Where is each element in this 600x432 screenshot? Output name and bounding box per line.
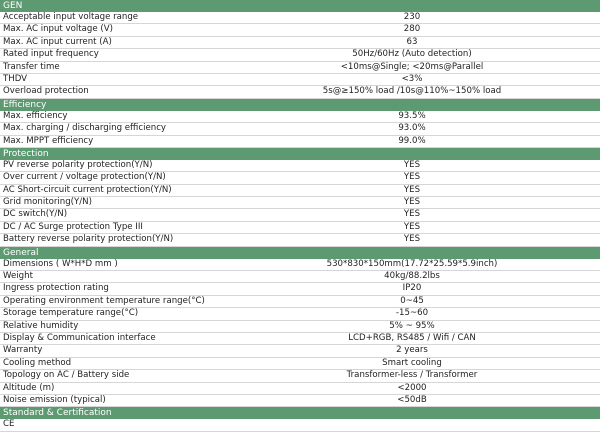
spec-label: Topology on AC / Battery side	[3, 370, 130, 381]
spec-label: Over current / voltage protection(Y/N)	[3, 172, 166, 183]
spec-label: Overload protection	[3, 86, 89, 97]
spec-row	[0, 74, 600, 86]
spec-value: <10ms@Single; <20ms@Parallel	[340, 61, 484, 72]
spec-row	[0, 136, 600, 148]
spec-label: Battery reverse polarity protection(Y/N)	[3, 234, 174, 245]
spec-row	[0, 160, 600, 172]
spec-label: Max. AC input voltage (V)	[3, 24, 113, 35]
spec-value: 0~45	[400, 295, 424, 306]
spec-value: Transformer-less / Transformer	[346, 370, 478, 381]
spec-row	[0, 172, 600, 184]
spec-value: 63	[406, 36, 418, 47]
spec-label: Display & Communication interface	[3, 332, 156, 343]
spec-label: Acceptable input voltage range	[3, 12, 139, 22]
spec-value: YES	[403, 172, 421, 183]
spec-label: CE	[3, 419, 15, 430]
spec-value: -15~60	[395, 308, 429, 319]
spec-label: THDV	[3, 73, 28, 84]
spec-value: YES	[403, 184, 421, 195]
spec-value: 530*830*150mm(17.72*25.59*5.9inch)	[326, 258, 498, 269]
section-header: GEN	[0, 0, 600, 12]
spec-label: Max. AC input current (A)	[3, 36, 112, 47]
spec-row	[0, 259, 600, 271]
spec-row	[0, 345, 600, 357]
spec-value: <3%	[401, 73, 423, 84]
spec-value: 40kg/88.2lbs	[384, 271, 440, 282]
spec-row	[0, 333, 600, 345]
spec-label: DC switch(Y/N)	[3, 209, 68, 220]
spec-row	[0, 308, 600, 320]
spec-row	[0, 185, 600, 197]
spec-value: YES	[403, 159, 421, 170]
spec-value: <50dB	[397, 394, 427, 405]
spec-label: Dimensions ( W*H*D mm )	[3, 258, 118, 269]
spec-label: Operating environment temperature range(°C)	[3, 295, 205, 306]
spec-value: YES	[403, 209, 421, 220]
spec-value: 280	[403, 24, 421, 35]
spec-row	[0, 271, 600, 283]
spec-row	[0, 197, 600, 209]
spec-row	[0, 123, 600, 135]
spec-label: Cooling method	[3, 357, 72, 368]
spec-row	[0, 86, 600, 98]
spec-value: LCD+RGB, RS485 / Wifi / CAN	[348, 332, 476, 343]
spec-value: 2 years	[396, 345, 428, 356]
spec-label: Max. charging / discharging efficiency	[3, 123, 167, 134]
spec-row	[0, 209, 600, 221]
spec-row	[0, 111, 600, 123]
spec-row	[0, 12, 600, 24]
spec-row	[0, 24, 600, 36]
section-header: Standard & Certification	[0, 407, 600, 419]
spec-value: YES	[403, 197, 421, 208]
spec-row	[0, 383, 600, 395]
spec-label: Ingress protection rating	[3, 283, 109, 294]
spec-label: Altitude (m)	[3, 382, 55, 393]
spec-label: AC Short-circuit current protection(Y/N)	[3, 184, 172, 195]
spec-label: Weight	[3, 271, 33, 282]
spec-label: Max. MPPT efficiency	[3, 135, 94, 146]
spec-row	[0, 296, 600, 308]
spec-value: 50Hz/60Hz (Auto detection)	[352, 49, 472, 60]
spec-row	[0, 222, 600, 234]
spec-row	[0, 62, 600, 74]
spec-label: Noise emission (typical)	[3, 394, 106, 405]
spec-label: DC / AC Surge protection Type III	[3, 221, 143, 232]
spec-value: 5% ~ 95%	[389, 320, 435, 331]
spec-value: 93.5%	[398, 110, 426, 121]
spec-value: 93.0%	[398, 123, 426, 134]
section-header: General	[0, 247, 600, 259]
spec-value: 5s@≥150% load /10s@110%~150% load	[322, 86, 502, 97]
spec-label: Storage temperature range(°C)	[3, 308, 139, 319]
spec-row	[0, 37, 600, 49]
spec-label: Rated input frequency	[3, 49, 99, 60]
spec-label: Max. efficiency	[3, 110, 68, 121]
spec-label: Grid monitoring(Y/N)	[3, 197, 92, 208]
spec-row	[0, 321, 600, 333]
spec-label: Relative humidity	[3, 320, 79, 331]
spec-value: IP20	[402, 283, 422, 294]
spec-label: Transfer time	[3, 61, 60, 72]
spec-value: Smart cooling	[382, 357, 442, 368]
spec-value: 230	[403, 12, 421, 22]
spec-row	[0, 49, 600, 61]
section-header: Protection	[0, 148, 600, 160]
spec-row	[0, 234, 600, 246]
spec-label: Warranty	[3, 345, 43, 356]
spec-value: <2000	[397, 382, 427, 393]
spec-row	[0, 370, 600, 382]
spec-label: PV reverse polarity protection(Y/N)	[3, 159, 153, 170]
section-header: Efficiency	[0, 99, 600, 111]
spec-row	[0, 358, 600, 370]
spec-value: 99.0%	[398, 135, 426, 146]
spec-row	[0, 283, 600, 295]
spec-value: YES	[403, 221, 421, 232]
spec-row	[0, 395, 600, 407]
spec-value: YES	[403, 234, 421, 245]
